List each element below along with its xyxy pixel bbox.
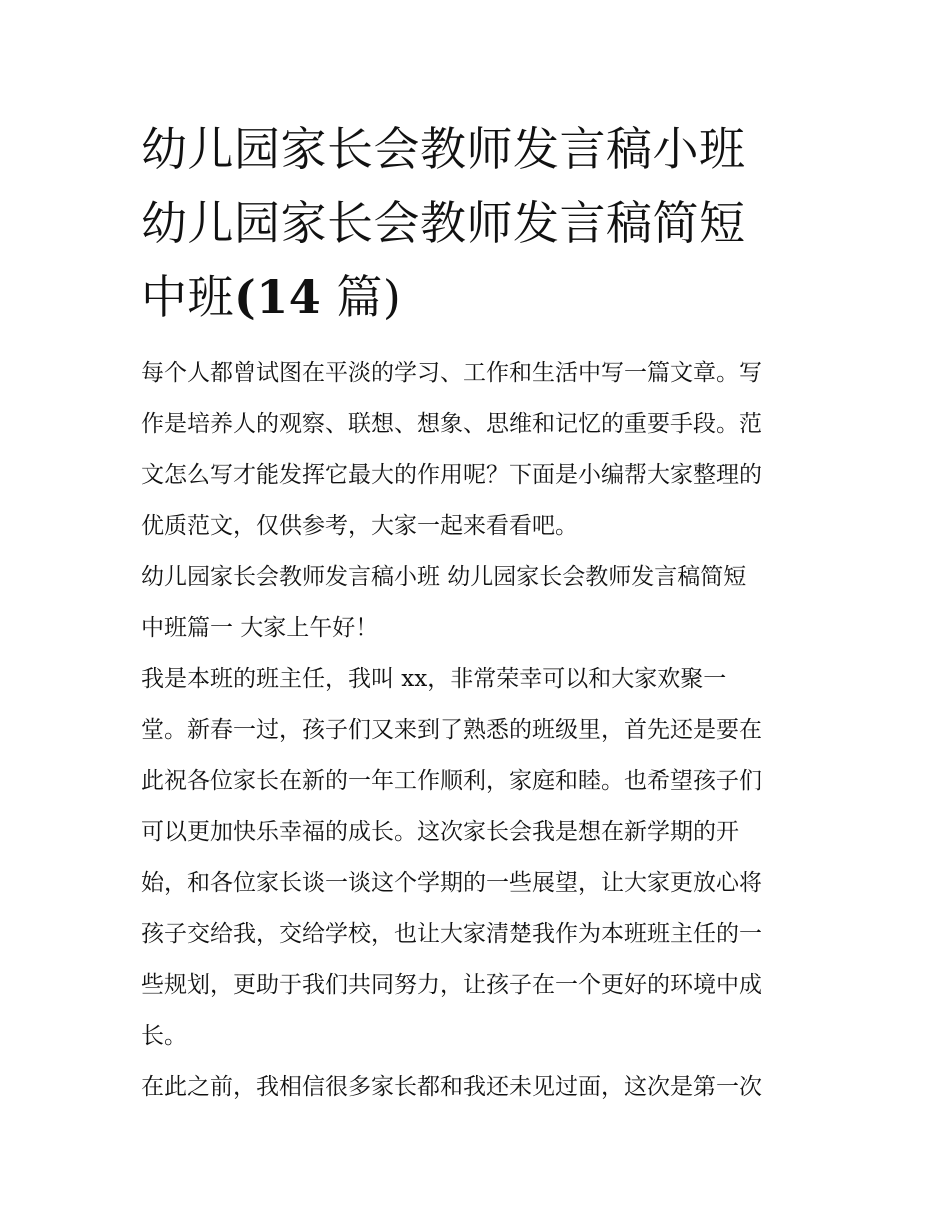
text-line: 在此之前，我相信很多家长都和我还未见过面，这次是第一次 (141, 1074, 762, 1100)
text-line: 堂。新春一过，孩子们又来到了熟悉的班级里，首先还是要在 (141, 717, 762, 743)
text-line: 始，和各位家长谈一谈这个学期的一些展望，让大家更放心将 (141, 870, 762, 896)
text-line: 优质范文，仅供参考，大家一起来看看吧。 (141, 513, 578, 539)
text-line: 些规划，更助于我们共同努力，让孩子在一个更好的环境中成 (141, 972, 762, 998)
section-heading-paragraph (141, 552, 813, 654)
intro-paragraph (141, 348, 813, 552)
title-count-suffix: 篇) (336, 270, 402, 324)
title-count: (14 (234, 270, 322, 324)
text-line: 我是本班的班主任，我叫 xx，非常荣幸可以和大家欢聚一 (141, 666, 727, 692)
text-line: 可以更加快乐幸福的成长。这次家长会我是想在新学期的开 (141, 819, 739, 845)
title-line-3 (141, 260, 813, 334)
text-line: 中班篇一 大家上午好！ (141, 615, 379, 641)
title-line-2: 幼儿园家长会教师发言稿简短 (141, 196, 746, 250)
title-line-3-text: 中班 (141, 270, 234, 324)
document-page (141, 112, 813, 1113)
document-title (141, 112, 813, 334)
title-line-1: 幼儿园家长会教师发言稿小班 (141, 122, 746, 176)
text-line: 长。 (141, 1023, 187, 1049)
text-line: 幼儿园家长会教师发言稿小班 幼儿园家长会教师发言稿简短 (141, 564, 747, 590)
text-line: 作是培养人的观察、联想、想象、思维和记忆的重要手段。范 (141, 411, 762, 437)
body-paragraph-2 (141, 1062, 813, 1113)
text-line: 此祝各位家长在新的一年工作顺利，家庭和睦。也希望孩子们 (141, 768, 762, 794)
text-line: 孩子交给我，交给学校，也让大家清楚我作为本班班主任的一 (141, 921, 762, 947)
body-paragraph-1 (141, 654, 813, 1062)
text-line: 每个人都曾试图在平淡的学习、工作和生活中写一篇文章。写 (141, 360, 762, 386)
text-line: 文怎么写才能发挥它最大的作用呢？下面是小编帮大家整理的 (141, 462, 762, 488)
